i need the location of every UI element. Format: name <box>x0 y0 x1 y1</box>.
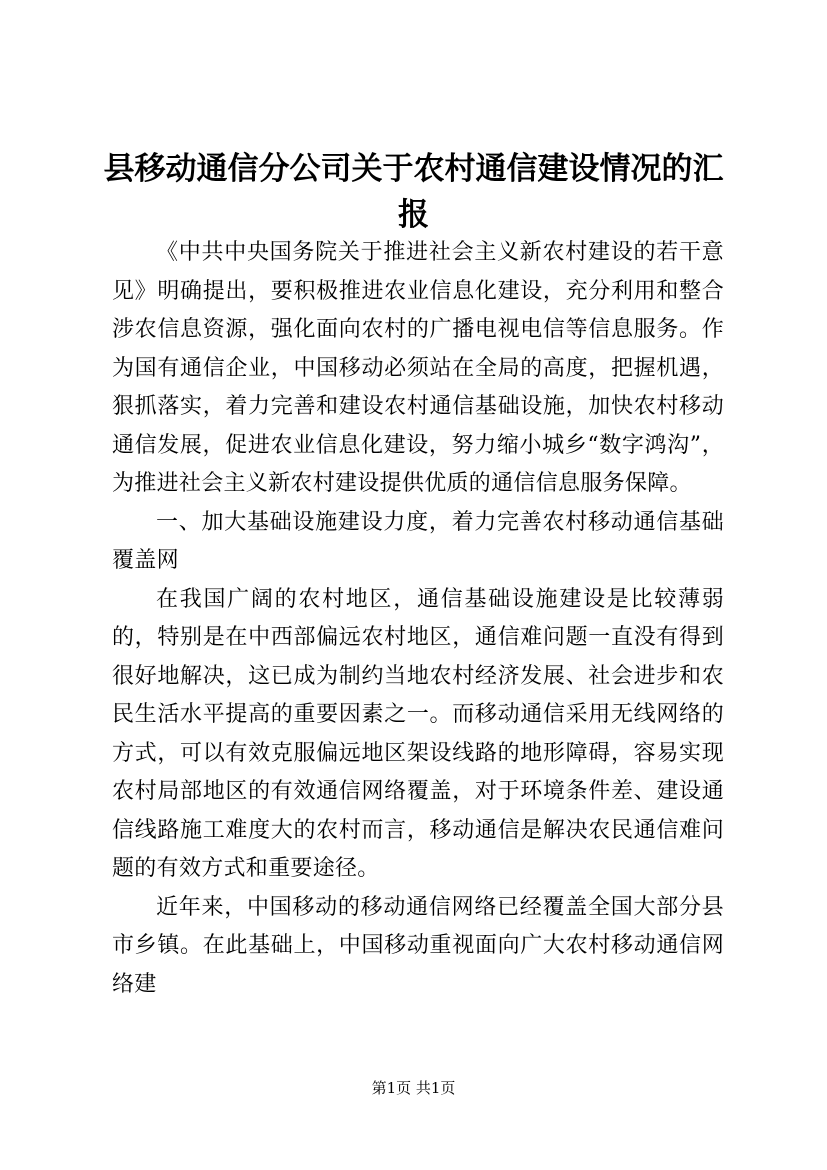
paragraph-recent-years: 近年来，中国移动的移动通信网络已经覆盖全国大部分县市乡镇。在此基础上，中国移动重视面向广大农村移动通信网络建 <box>112 894 724 997</box>
document-body <box>112 234 724 1004</box>
paragraph-rural-infrastructure: 在我国广阔的农村地区，通信基础设施建设是比较薄弱的，特别是在中西部偏远农村地区，通信难问题一直没有得到很好地解决，这已成为制约当地农村经济发展、社会进步和农民生活水平提高的重要因素之一。而移动通信采用无线网络的方式，可以有效克服偏远地区架设线路的地形障碍，容易实现农村局部地区的有效通信网络覆盖，对于环境条件差、建设通信线路施工难度大的农村而言，移动通信是解决农民通信难问题的有效方式和重要途径。 <box>112 586 724 881</box>
paragraph-intro: 《中共中央国务院关于推进社会主义新农村建设的若干意见》明确提出，要积极推进农业信息化建设，充分利用和整合涉农信息资源，强化面向农村的广播电视电信等信息服务。作为国有通信企业，中国移动必须站在全局的高度，把握机遇，狠抓落实，着力完善和建设农村通信基础设施，加快农村移动通信发展，促进农业信息化建设，努力缩小城乡“数字鸿沟”，为推进社会主义新农村建设提供优质的通信信息服务保障。 <box>112 240 724 496</box>
document-title: 县移动通信分公司关于农村通信建设情况的汇报 <box>103 151 724 233</box>
page-footer: 第1页 共1页 <box>371 1079 456 1097</box>
section-heading-1: 一、加大基础设施建设力度，着力完善农村移动通信基础覆盖网 <box>112 509 724 573</box>
